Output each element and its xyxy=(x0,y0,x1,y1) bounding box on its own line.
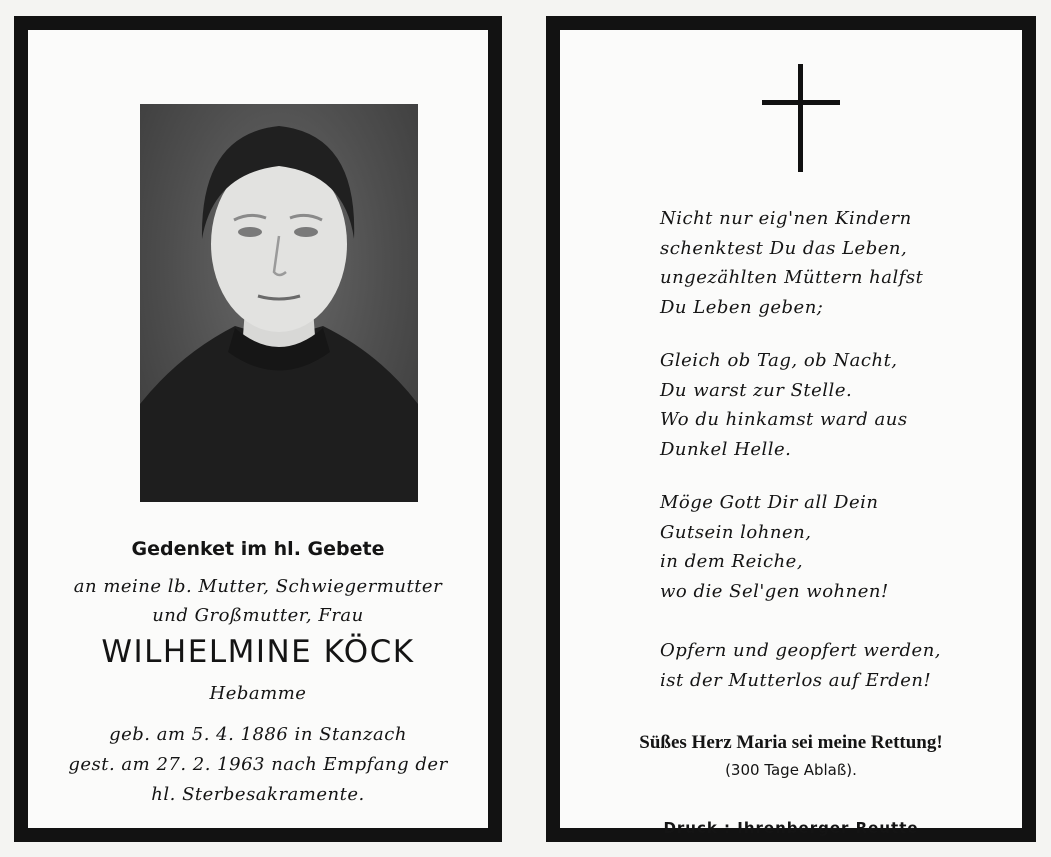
birth-line: geb. am 5. 4. 1886 in Stanzach xyxy=(109,724,407,745)
cross-icon xyxy=(762,64,840,172)
poem-line: Dunkel Helle. xyxy=(660,438,792,460)
memorial-heading: Gedenket im hl. Gebete xyxy=(131,538,385,560)
dedication-line-1: an meine lb. Mutter, Schwiegermutter xyxy=(73,576,443,597)
poem-line: Opfern und geopfert werden, xyxy=(660,640,942,661)
death-line-2: hl. Sterbesakramente. xyxy=(151,784,365,805)
poem-stanza-4 xyxy=(660,636,980,695)
prayer-line: Süßes Herz Maria sei meine Rettung! xyxy=(639,732,943,753)
poem-line: ist der Mutterlos auf Erden! xyxy=(660,669,932,691)
poem-line: in dem Reiche, xyxy=(660,551,804,572)
indulgence-note: (300 Tage Ablaß). xyxy=(725,761,857,779)
poem-line: Nicht nur eig'nen Kindern xyxy=(660,208,912,229)
deceased-name: WILHELMINE KÖCK xyxy=(101,634,415,670)
poem-stanza-3 xyxy=(660,488,980,606)
dedication-line-2: und Großmutter, Frau xyxy=(152,605,364,626)
portrait-photo xyxy=(140,104,418,502)
memorial-card-back xyxy=(546,16,1036,842)
printer-credit: Druck : Ihrenberger Reutte xyxy=(663,819,919,837)
poem-line: Gutsein lohnen, xyxy=(660,521,812,543)
memorial-card-front xyxy=(14,16,502,842)
poem-stanza-1 xyxy=(660,204,980,322)
death-line-1: gest. am 27. 2. 1963 nach Empfang der xyxy=(68,754,448,775)
poem-line: wo die Sel'gen wohnen! xyxy=(660,580,889,602)
poem-line: ungezählten Müttern halfst xyxy=(660,267,924,288)
poem-line: Du Leben geben; xyxy=(660,296,824,318)
poem-line: Möge Gott Dir all Dein xyxy=(660,492,879,513)
poem-stanza-2 xyxy=(660,346,980,464)
occupation: Hebamme xyxy=(209,683,307,704)
poem-line: schenktest Du das Leben, xyxy=(660,237,908,259)
poem-line: Du warst zur Stelle. xyxy=(660,379,853,401)
poem-line: Wo du hinkamst ward aus xyxy=(660,409,908,430)
poem-line: Gleich ob Tag, ob Nacht, xyxy=(660,350,898,371)
